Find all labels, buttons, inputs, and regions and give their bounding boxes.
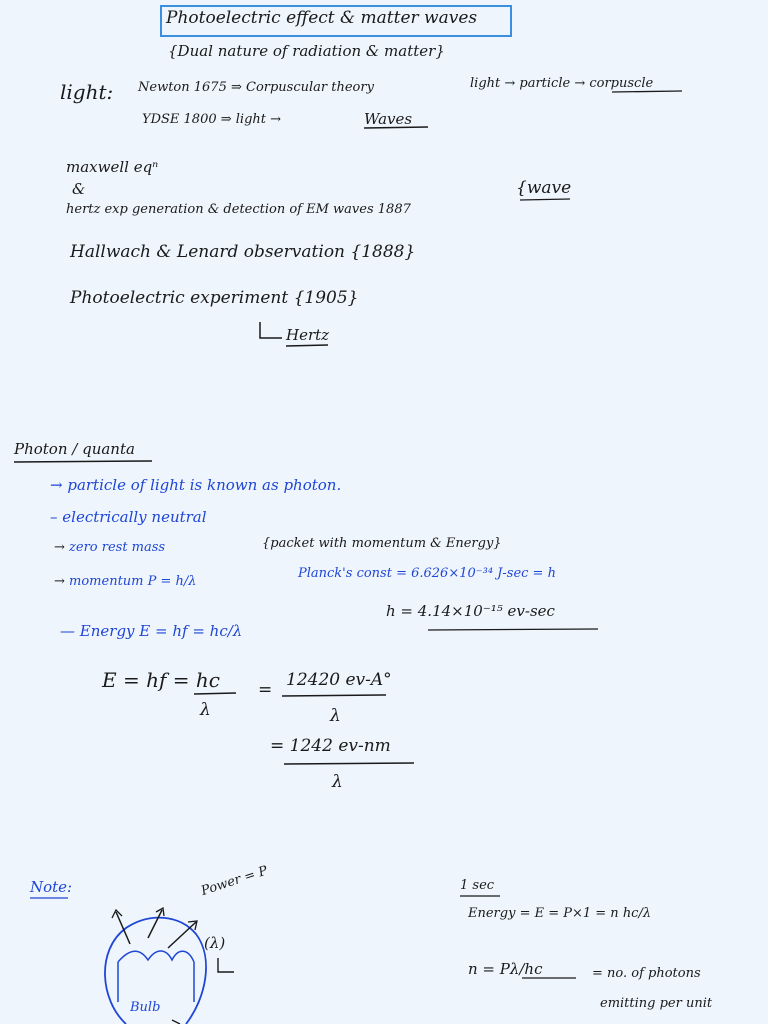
ydse-wave: Waves bbox=[364, 110, 413, 128]
wave-brace: {wave bbox=[516, 178, 572, 198]
bullet-neutral: – electrically neutral bbox=[50, 508, 207, 526]
bullet-text: Energy E = hf = hc/λ bbox=[79, 622, 243, 640]
n-description-2: emitting per unit bbox=[600, 996, 713, 1011]
bullet-energy: — Energy E = hf = hc/λ bbox=[60, 622, 243, 640]
lambda-denominator-2: λ bbox=[330, 706, 341, 726]
bullet-rest-mass: → zero rest mass bbox=[54, 540, 166, 555]
equals-sign: = bbox=[258, 680, 273, 700]
bullet-text: electrically neutral bbox=[62, 508, 207, 526]
packet-note: {packet with momentum & Energy} bbox=[262, 536, 502, 551]
n-equation: n = Pλ/hc bbox=[468, 960, 543, 978]
hertz-line: hertz exp generation & detection of EM waves 1887 bbox=[66, 202, 411, 217]
pe-experiment-line: Photoelectric experiment {1905} bbox=[70, 288, 359, 308]
newton-note: light → particle → corpuscle bbox=[470, 76, 654, 91]
ray-3 bbox=[168, 922, 196, 948]
hertz-sub: Hertz bbox=[286, 326, 330, 344]
n-description-1: = no. of photons bbox=[592, 966, 701, 981]
bullet-photon: → particle of light is known as photon. bbox=[50, 476, 342, 494]
lambda-denominator-3: λ bbox=[332, 772, 343, 792]
hallwach-line: Hallwach & Lenard observation {1888} bbox=[70, 242, 416, 262]
ampersand: & bbox=[72, 180, 86, 198]
lambda-paren: (λ) bbox=[204, 934, 226, 952]
bullet-momentum: → momentum P = h/λ bbox=[54, 574, 197, 589]
h-ev-sec: h = 4.14×10⁻¹⁵ ev-sec bbox=[386, 602, 555, 620]
planck-constant: Planck's const = 6.626×10⁻³⁴ J-sec = h bbox=[298, 566, 556, 581]
fraction-bar-1 bbox=[194, 693, 236, 694]
bullet-text: zero rest mass bbox=[69, 540, 166, 555]
hertz-arrow bbox=[260, 322, 282, 338]
bullet-text: momentum P = h/λ bbox=[69, 574, 197, 589]
ydse-line: YDSE 1800 ⇒ light → bbox=[142, 112, 282, 127]
energy-eq-numerator-1: 12420 ev-A° bbox=[286, 670, 392, 690]
one-sec-label: 1 sec bbox=[460, 878, 495, 893]
bulb-icon bbox=[105, 918, 206, 1024]
power-label: Power = P bbox=[199, 863, 270, 899]
photon-heading: Photon / quanta bbox=[14, 440, 135, 458]
hertz-underline bbox=[286, 345, 328, 346]
page-title: Photoelectric effect & matter waves bbox=[166, 8, 478, 28]
newton-line: Newton 1675 ⇒ Corpuscular theory bbox=[138, 80, 374, 95]
lambda-arrow bbox=[218, 958, 234, 972]
ray-2 bbox=[148, 910, 162, 938]
fraction-bar-2 bbox=[282, 695, 386, 696]
maxwell-line: maxwell eqⁿ bbox=[66, 158, 159, 176]
subtitle: {Dual nature of radiation & matter} bbox=[168, 42, 445, 60]
bullet-text: particle of light is known as photon. bbox=[67, 476, 342, 494]
energy-equation: Energy = E = P×1 = n hc/λ bbox=[468, 906, 652, 921]
note-label: Note: bbox=[30, 878, 73, 896]
lambda-denominator-1: λ bbox=[200, 700, 211, 720]
corpuscle-underline bbox=[612, 91, 682, 92]
ray-1 bbox=[116, 912, 130, 944]
energy-eq-numerator-2: = 1242 ev-nm bbox=[270, 736, 391, 756]
bulb-label: Bulb bbox=[130, 1000, 161, 1015]
fraction-bar-3 bbox=[284, 763, 414, 764]
photon-heading-underline bbox=[14, 461, 152, 462]
light-label: light: bbox=[60, 80, 114, 104]
energy-eq-lhs: E = hf = hc bbox=[102, 668, 220, 692]
h-ev-underline bbox=[428, 629, 598, 630]
wave-underline bbox=[520, 199, 570, 200]
waves-underline bbox=[364, 127, 428, 128]
